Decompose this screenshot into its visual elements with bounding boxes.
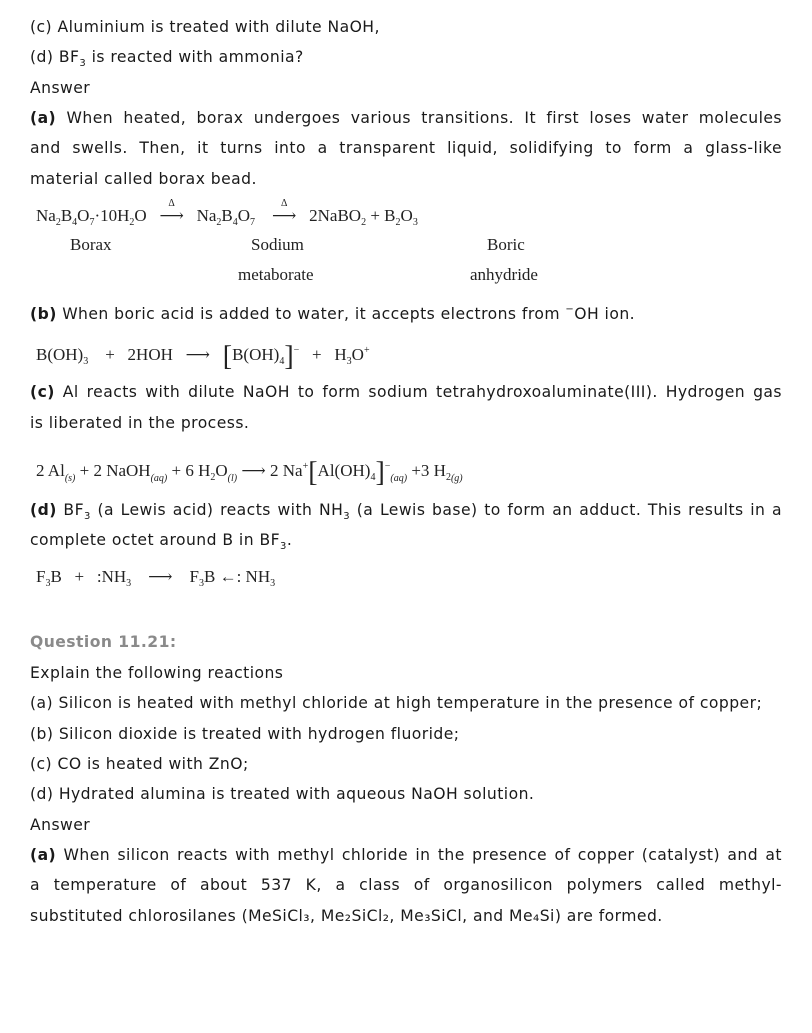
label-sodium: Sodium [251,235,304,254]
text: BF [56,501,84,519]
part-label: (c) [30,383,55,401]
text: complete octet around B in BF [30,531,281,549]
answer-a-line-2: a temperature of about 537 K, a class of organosilicon polymers called methyl- [30,876,782,894]
subscript: 3 [79,58,87,69]
text: OH ion. [574,305,636,323]
text: (a Lewis base) to form an adduct. This results in a [350,501,782,519]
part-c-line-1 [30,382,782,402]
equation-aluminium: 2 $Al_{(s)} + 2$ NaOH$_{(aq)}$ + 6 $H_2O_{(l)}$ ⟶ 2 $Na^+[Al(OH)_4]^-_{(aq)} +3$ $H_{2(g)}$ [36,457,463,488]
part-label: (d) [30,501,57,519]
question-intro: Explain the following reactions [30,664,284,682]
part-label: (a) [30,109,57,127]
heat-arrow: Δ ⟶ [272,205,296,227]
part-a-line-2: and swells. Then, it turns into a transparent liquid, solidifying to form a glass-like [30,139,782,157]
part-label: (b) [30,305,57,323]
part-label: (a) [30,846,57,864]
subscript: 3 [280,541,287,552]
text: When boric acid is added to water, it accepts electrons from [56,305,566,323]
text: . [286,531,293,549]
question-b: (b) Silicon dioxide is treated with hydrogen fluoride; [30,725,460,743]
subscript: 3 [343,511,351,522]
heat-arrow: Δ ⟶ [159,205,183,227]
equation-bf3-nh3: $F_3B$ + $:NH_3$ ⟶ $F_3B$ ←: $NH_3$ [36,567,276,589]
part-b [30,300,782,324]
label-borax: Borax [70,235,112,254]
answer-a-line-3: substituted chlorosilanes (MeSiCl₃, Me₂SiCl₂, Me₃SiCl, and Me₄Si) are formed. [30,907,663,925]
answer-a-line-1 [30,845,782,865]
delta-symbol: Δ [168,198,175,209]
part-d-line-1 [30,500,782,527]
label-anhydride: anhydride [470,265,538,284]
equation-boric-acid: $B(OH)_3$ + 2HOH ⟶ $[B(OH)_4]^- + H_3O^+$ [36,341,370,372]
delta-symbol: Δ [280,198,288,209]
text: (d) BF [30,48,80,66]
text: is reacted with ammonia? [86,48,304,66]
question-part-d [30,47,782,74]
part-d-line-2 [30,530,782,557]
answer-label: Answer [30,79,91,97]
question-a: (a) Silicon is heated with methyl chloride at high temperature in the presence of copper; [30,694,763,712]
superscript: − [565,304,575,315]
part-c-line-2: is liberated in the process. [30,414,250,432]
label-metaborate: metaborate [238,265,314,284]
text: Al reacts with dilute NaOH to form sodium tetrahydroxoaluminate(III). Hydrogen gas [54,383,782,401]
subscript: 3 [84,511,91,522]
question-d: (d) Hydrated alumina is treated with aqueous NaOH solution. [30,785,535,803]
text: When silicon reacts with methyl chloride in the presence of copper (catalyst) and at [56,846,782,864]
part-a-line-3: material called borax bead. [30,170,257,188]
label-boric: Boric [487,235,525,254]
text: (a Lewis acid) reacts with NH [90,501,344,519]
answer-label-2: Answer [30,816,91,834]
question-heading: Question 11.21: [30,633,177,651]
question-part-c: (c) Aluminium is treated with dilute NaOH, [30,18,380,36]
question-c: (c) CO is heated with ZnO; [30,755,249,773]
part-a-line-1 [30,108,782,128]
text: When heated, borax undergoes various transitions. It first loses water molecules [56,109,782,127]
equation-borax: $Na_2B_4O_7\cdot 10H_2O$ Δ ⟶ $Na_2B_4O_7$ Δ ⟶ 2NaBO$_2$ + $B_2O_3$ [36,205,418,234]
